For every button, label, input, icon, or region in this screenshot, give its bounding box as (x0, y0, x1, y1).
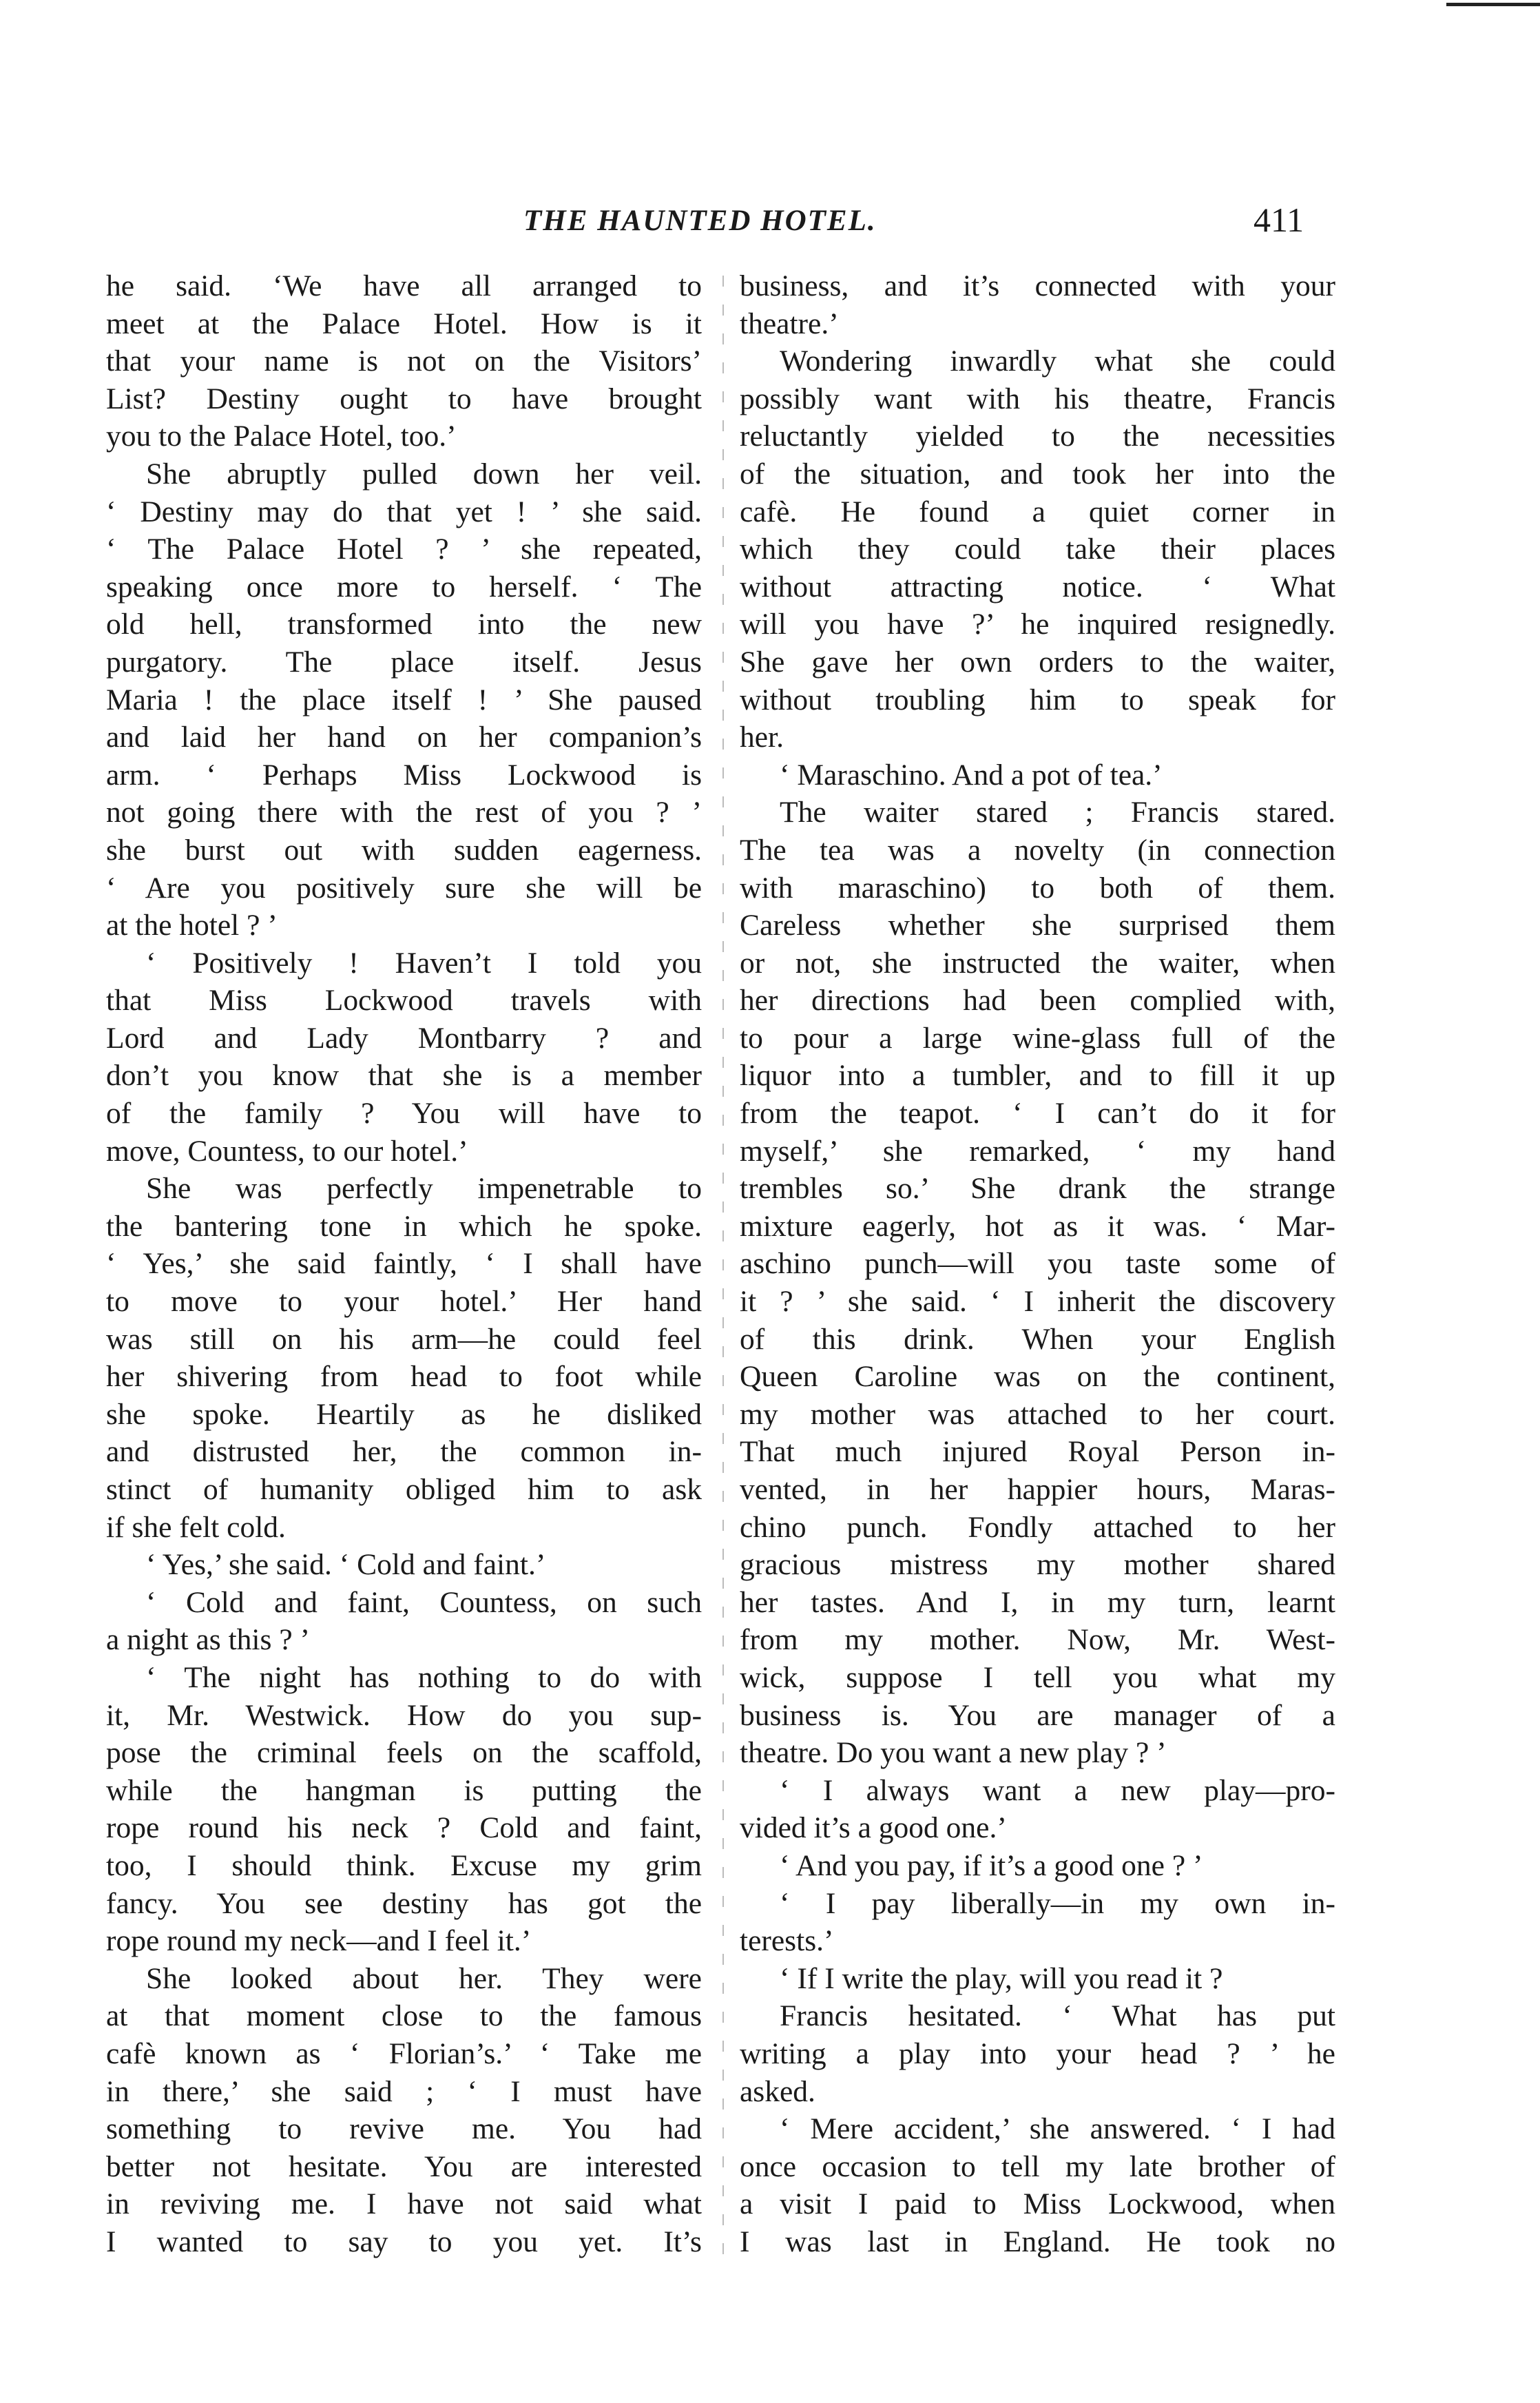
text-line: which they could take their places (740, 533, 1335, 566)
text-line: you to the Palace Hotel, too.’ (106, 420, 457, 453)
left-text-column (106, 267, 702, 2260)
text-line: her directions had been complied with, (740, 984, 1335, 1018)
text-line: aschino punch—will you taste some of (740, 1247, 1335, 1281)
text-line: old hell, transformed into the new (106, 608, 702, 641)
text-line: ‘ The night has nothing to do with (146, 1660, 702, 1694)
text-line: to move to your hotel.’ Her hand (106, 1285, 702, 1319)
text-line: ‘ Yes,’ she said. ‘ Cold and faint.’ (146, 1548, 546, 1582)
text-line: liquor into a tumbler, and to fill it up (740, 1059, 1335, 1093)
text-line: Wondering inwardly what she could (780, 344, 1335, 378)
text-line: chino punch. Fondly attached to her (740, 1510, 1335, 1544)
text-line: it, Mr. Westwick. How do you sup- (106, 1698, 702, 1732)
text-line: Queen Caroline was on the continent, (740, 1360, 1335, 1394)
text-line: if she felt cold. (106, 1510, 286, 1544)
text-line: ‘ And you pay, if it’s a good one ? ’ (780, 1848, 1203, 1882)
text-line: ‘ Mere accident,’ she answered. ‘ I had (780, 2112, 1335, 2146)
text-line: possibly want with his theatre, Francis (740, 382, 1335, 415)
text-line: of this drink. When your English (740, 1322, 1335, 1356)
text-line: pose the criminal feels on the scaffold, (106, 1736, 702, 1770)
text-line: that Miss Lockwood travels with (106, 984, 702, 1018)
text-line: ‘ I pay liberally—in my own in- (780, 1886, 1335, 1920)
text-line: and distrusted her, the common in- (106, 1435, 702, 1469)
text-line: something to revive me. You had (106, 2112, 702, 2146)
text-line: of the situation, and took her into the (740, 457, 1335, 491)
running-title: THE HAUNTED HOTEL. (523, 205, 877, 237)
text-line: myself,’ she remarked, ‘ my hand (740, 1134, 1335, 1168)
text-line: to pour a large wine-glass full of the (740, 1021, 1335, 1055)
text-line: ‘ Maraschino. And a pot of tea.’ (780, 758, 1163, 792)
text-line: from the teapot. ‘ I can’t do it for (740, 1097, 1335, 1131)
text-line: my mother was attached to her court. (740, 1397, 1335, 1431)
text-line: vented, in her happier hours, Maras- (740, 1473, 1335, 1506)
text-line: ‘ Are you positively sure she will be (106, 871, 702, 905)
text-line: or not, she instructed the waiter, when (740, 946, 1335, 980)
text-line: a visit I paid to Miss Lockwood, when (740, 2187, 1335, 2221)
text-line: business, and it’s connected with your (740, 269, 1335, 302)
text-line: the bantering tone in which he spoke. (106, 1209, 702, 1243)
text-line: fancy. You see destiny has got the (106, 1886, 702, 1920)
text-line: trembles so.’ She drank the strange (740, 1172, 1335, 1206)
text-line: wick, suppose I tell you what my (740, 1660, 1335, 1694)
text-line: ‘ I always want a new play—pro- (780, 1773, 1335, 1807)
text-line: theatre. Do you want a new play ? ’ (740, 1736, 1167, 1770)
text-line: move, Countess, to our hotel.’ (106, 1134, 468, 1168)
text-line: too, I should think. Excuse my grim (106, 1848, 702, 1882)
text-line: it ? ’ she said. ‘ I inherit the discovery (740, 1285, 1335, 1319)
column-divider (722, 276, 724, 2260)
text-line: The tea was a novelty (in connection (740, 833, 1335, 867)
text-line: will you have ?’ he inquired resignedly. (740, 608, 1335, 641)
text-line: vided it’s a good one.’ (740, 1811, 1007, 1845)
text-line: terests.’ (740, 1924, 834, 1958)
text-line: She abruptly pulled down her veil. (146, 457, 702, 491)
text-line: ‘ If I write the play, will you read it ? (780, 1961, 1223, 1995)
text-line: ‘ Yes,’ she said faintly, ‘ I shall have (106, 1247, 702, 1281)
text-line: I was last in England. He took no (740, 2225, 1335, 2258)
text-line: once occasion to tell my late brother of (740, 2149, 1335, 2183)
text-line: at the hotel ? ’ (106, 909, 278, 942)
text-line: in there,’ she said ; ‘ I must have (106, 2074, 702, 2108)
right-text-column (740, 267, 1335, 2260)
text-line: meet at the Palace Hotel. How is it (106, 307, 702, 340)
text-line: her tastes. And I, in my turn, learnt (740, 1585, 1335, 1619)
text-line: purgatory. The place itself. Jesus (106, 645, 702, 679)
text-line: She gave her own orders to the waiter, (740, 645, 1335, 679)
text-line: She was perfectly impenetrable to (146, 1172, 702, 1206)
text-line: ‘ Cold and faint, Countess, on such (146, 1585, 702, 1619)
text-line: business is. You are manager of a (740, 1698, 1335, 1732)
text-line: Maria ! the place itself ! ’ She paused (106, 683, 702, 716)
text-line: mixture eagerly, hot as it was. ‘ Mar- (740, 1209, 1335, 1243)
text-line: cafè known as ‘ Florian’s.’ ‘ Take me (106, 2036, 702, 2070)
text-line: stinct of humanity obliged him to ask (106, 1473, 702, 1506)
text-line: arm. ‘ Perhaps Miss Lockwood is (106, 758, 702, 792)
text-line: from my mother. Now, Mr. West- (740, 1623, 1335, 1657)
text-line: writing a play into your head ? ’ he (740, 2036, 1335, 2070)
text-line: of the family ? You will have to (106, 1097, 702, 1131)
text-line: List? Destiny ought to have brought (106, 382, 702, 415)
text-line: she burst out with sudden eagerness. (106, 833, 702, 867)
text-line: I wanted to say to you yet. It’s (106, 2225, 702, 2258)
text-line: in reviving me. I have not said what (106, 2187, 702, 2221)
text-line: ‘ Positively ! Haven’t I told you (146, 946, 702, 980)
text-line: speaking once more to herself. ‘ The (106, 570, 702, 604)
text-line: Francis hesitated. ‘ What has put (780, 1999, 1335, 2033)
text-line: she spoke. Heartily as he disliked (106, 1397, 702, 1431)
text-line: The waiter stared ; Francis stared. (780, 796, 1335, 829)
text-line: That much injured Royal Person in- (740, 1435, 1335, 1469)
text-line: her. (740, 721, 784, 754)
text-line: ‘ The Palace Hotel ? ’ she repeated, (106, 533, 702, 566)
text-line: and laid her hand on her companion’s (106, 721, 702, 754)
text-line: rope round his neck ? Cold and faint, (106, 1811, 702, 1845)
text-line: Lord and Lady Montbarry ? and (106, 1021, 702, 1055)
text-line: without troubling him to speak for (740, 683, 1335, 716)
text-line: better not hesitate. You are interested (106, 2149, 702, 2183)
text-line: asked. (740, 2074, 815, 2108)
text-line: rope round my neck—and I feel it.’ (106, 1924, 532, 1958)
text-line: don’t you know that she is a member (106, 1059, 702, 1093)
page-number: 411 (1253, 200, 1304, 239)
text-line: not going there with the rest of you ? ’ (106, 796, 702, 829)
text-line: her shivering from head to foot while (106, 1360, 702, 1394)
text-line: She looked about her. They were (146, 1961, 702, 1995)
text-line: that your name is not on the Visitors’ (106, 344, 702, 378)
text-line: gracious mistress my mother shared (740, 1548, 1335, 1582)
text-line: reluctantly yielded to the necessities (740, 420, 1335, 453)
text-line: a night as this ? ’ (106, 1623, 310, 1657)
text-line: while the hangman is putting the (106, 1773, 702, 1807)
text-line: at that moment close to the famous (106, 1999, 702, 2033)
text-line: theatre.’ (740, 307, 839, 340)
text-line: Careless whether she surprised them (740, 909, 1335, 942)
text-line: he said. ‘We have all arranged to (106, 269, 702, 302)
text-line: was still on his arm—he could feel (106, 1322, 702, 1356)
top-edge-rule (1446, 3, 1540, 6)
text-line: with maraschino) to both of them. (740, 871, 1335, 905)
text-line: cafè. He found a quiet corner in (740, 495, 1335, 528)
text-line: without attracting notice. ‘ What (740, 570, 1335, 604)
text-line: ‘ Destiny may do that yet ! ’ she said. (106, 495, 702, 528)
